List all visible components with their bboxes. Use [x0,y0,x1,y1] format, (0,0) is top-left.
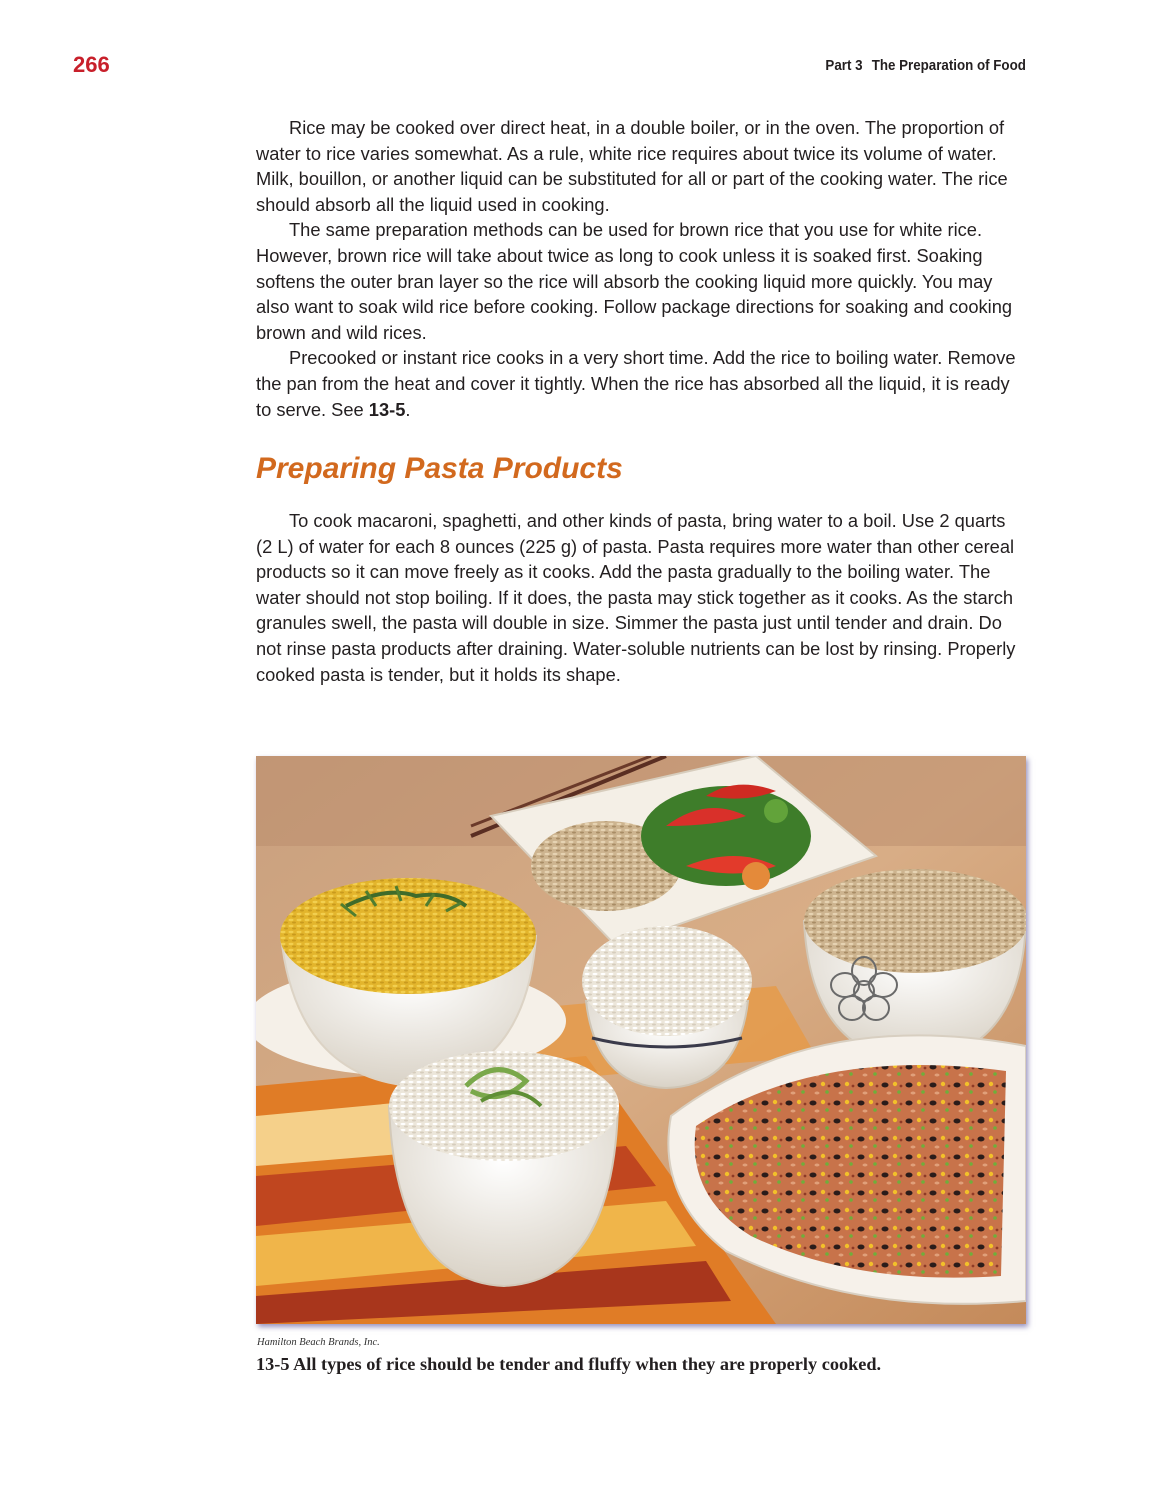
page-number: 266 [73,52,110,77]
instant-rice-text: Precooked or instant rice cooks in a very short time. Add the rice to boiling water. Remove the pan from the heat and cover it tightly. When the rice has absorbed all the liquid, it is ready to serve. See [256,347,1016,420]
brown-rice-paragraph: The same preparation methods can be used for brown rice that you use for white rice. However, brown rice will take about twice as long to cook unless it is soaked first. Soaking softens the outer bran layer so the rice will absorb the cooking liquid more quickly. You may also want to soak wild rice before cooking. Follow package directions for soaking and cooking brown and wild rices. [256,219,1013,343]
photo-credit: Hamilton Beach Brands, Inc. [257,1337,380,1348]
rice-paragraph: Rice may be cooked over direct heat, in a double boiler, or in the oven. The proportion of water to rice varies somewhat. As a rule, white rice requires about twice its volume of water. Milk, bouillon, or another liquid can be substituted for all or part of the cooking water. The rice should absorb all the liquid used in cooking. [256,117,1008,215]
running-head-title: The Preparation of Food [871,58,1026,74]
section-heading: Preparing Pasta Products [256,452,623,485]
pasta-text-block [256,508,1026,687]
figure-caption: 13-5 All types of rice should be tender and fluffy when they are properly cooked. [256,1354,882,1374]
running-head-part: Part 3 [825,58,863,74]
figure-reference: 13-5 [368,398,406,420]
instant-rice-end: . [405,398,411,420]
pasta-paragraph: To cook macaroni, spaghetti, and other kinds of pasta, bring water to a boil. Use 2 quarts (2 L) of water for each 8 ounces (225 g) of pasta. Pasta requires more water than other cereal products so it can move freely as it cooks. Add the pasta gradually to the boiling water. The water should not stop boiling. If it does, the pasta may stick together as it cooks. As the starch granules swell, the pasta will double in size. Simmer the pasta just until tender and drain. Do not rinse pasta products after draining. Water-soluble nutrients can be lost by rinsing. Properly cooked pasta is tender, but it holds its shape. [256,510,1016,685]
running-head [826,58,1026,74]
rice-text-block [256,115,1026,422]
rice-dishes-photo [256,756,1026,1324]
rice-dishes-illustration [256,756,1026,1324]
instant-rice-paragraph [256,345,1026,422]
